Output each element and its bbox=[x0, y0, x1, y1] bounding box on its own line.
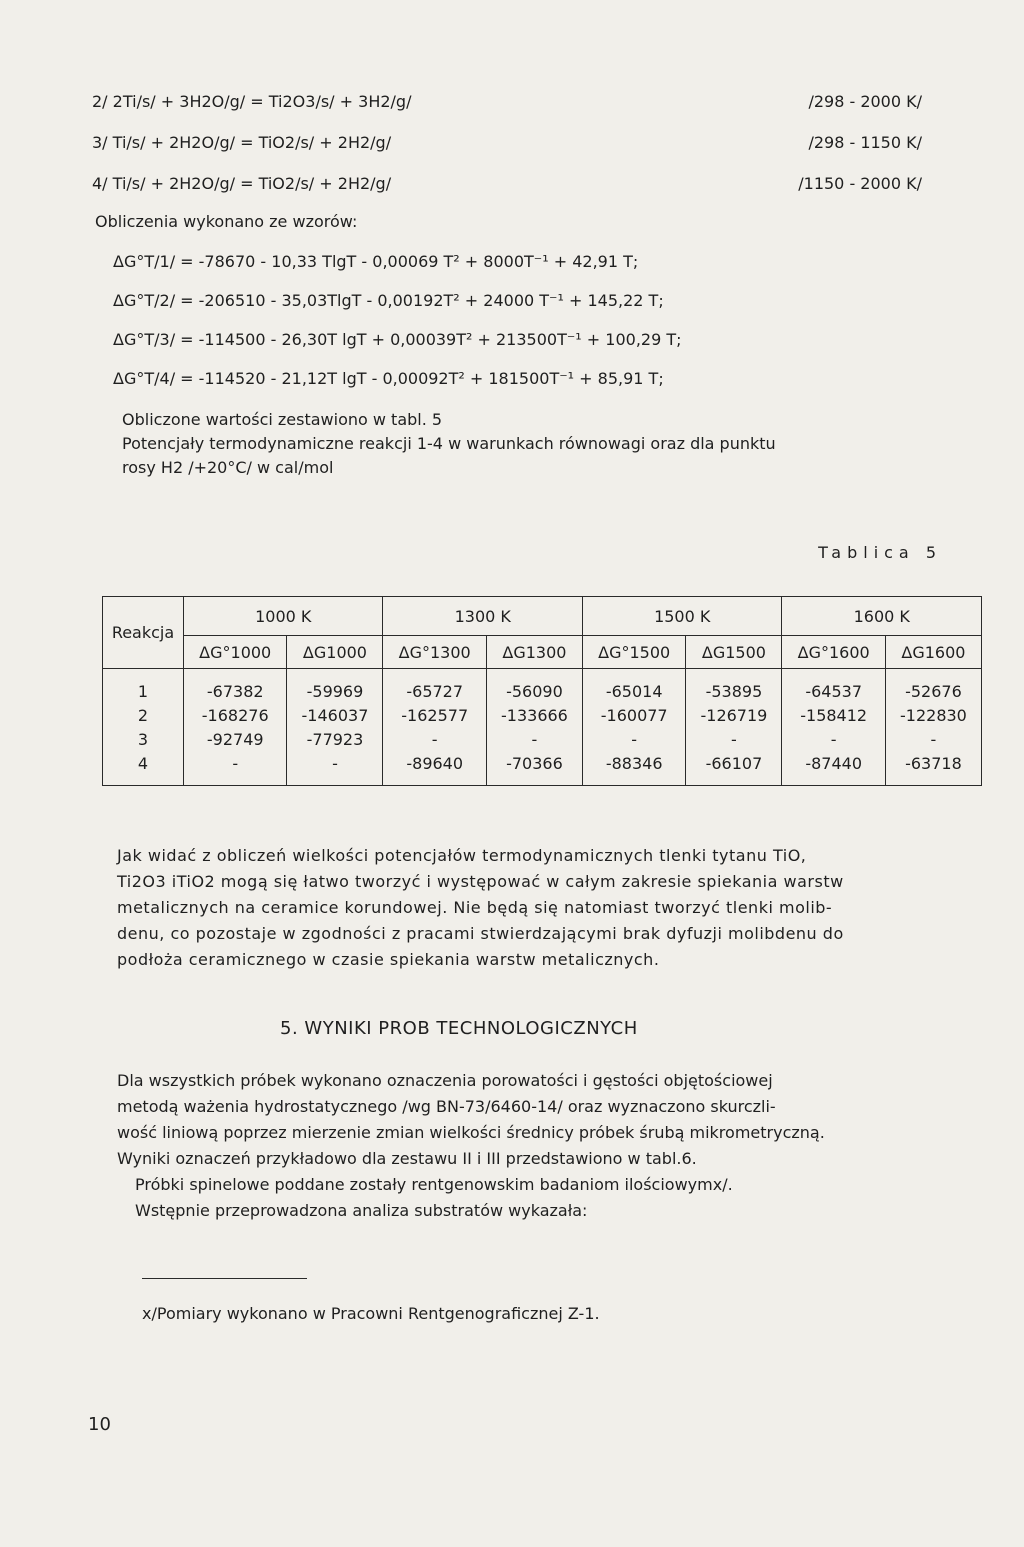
reaction-number: 3 bbox=[103, 727, 184, 751]
table-row bbox=[103, 751, 982, 786]
footnote: x/Pomiary wykonano w Pracowni Rentgenograficznej Z-1. bbox=[142, 1304, 600, 1323]
table-subheader-row bbox=[103, 636, 982, 669]
formula-line: ΔG°T/2/ = -206510 - 35,03TlgT - 0,00192T² + 24000 T⁻¹ + 145,22 T; bbox=[113, 291, 664, 310]
formula-line: ΔG°T/1/ = -78670 - 10,33 TlgT - 0,00069 T² + 8000T⁻¹ + 42,91 T; bbox=[113, 252, 639, 271]
table-header-row bbox=[103, 597, 982, 636]
table-cell: - bbox=[383, 727, 486, 751]
column-subheader: ΔG°1000 bbox=[184, 636, 287, 669]
table-row bbox=[103, 727, 982, 751]
table-cell: -122830 bbox=[885, 703, 981, 727]
table-cell: -65727 bbox=[383, 669, 486, 704]
reaction-equation: 4/ Ti/s/ + 2H2O/g/ = TiO2/s/ + 2H2/g/ bbox=[92, 174, 392, 193]
table-cell: -133666 bbox=[486, 703, 582, 727]
column-subheader: ΔG1500 bbox=[686, 636, 782, 669]
table-cell: -65014 bbox=[582, 669, 685, 704]
column-subheader: ΔG°1500 bbox=[582, 636, 685, 669]
text-line: Wstępnie przeprowadzona analiza substratów wykazała: bbox=[135, 1201, 588, 1220]
column-subheader: ΔG1600 bbox=[885, 636, 981, 669]
table-caption: Potencjały termodynamiczne reakcji 1-4 w warunkach równowagi oraz dla punktu bbox=[122, 434, 776, 453]
text-line: Wyniki oznaczeń przykładowo dla zestawu II i III przedstawiono w tabl.6. bbox=[117, 1149, 697, 1168]
reaction-list bbox=[92, 92, 922, 215]
text-line: Dla wszystkich próbek wykonano oznaczenia porowatości i gęstości objętościowej bbox=[117, 1071, 773, 1090]
reaction-range: /1150 - 2000 K/ bbox=[798, 174, 922, 193]
text-line: podłoża ceramicznego w czasie spiekania warstw metalicznych. bbox=[117, 950, 660, 969]
footnote-divider bbox=[142, 1278, 307, 1279]
page-number: 10 bbox=[88, 1414, 111, 1435]
text-line: wość liniową poprzez mierzenie zmian wielkości średnicy próbek śrubą mikrometryczną. bbox=[117, 1123, 825, 1142]
table-cell: -87440 bbox=[782, 751, 885, 786]
table-cell: -64537 bbox=[782, 669, 885, 704]
table-cell: - bbox=[486, 727, 582, 751]
column-subheader: ΔG°1300 bbox=[383, 636, 486, 669]
reaction-range: /298 - 2000 K/ bbox=[808, 92, 922, 111]
column-subheader: ΔG1000 bbox=[287, 636, 383, 669]
table-cell: -52676 bbox=[885, 669, 981, 704]
temperature-header: 1000 K bbox=[184, 597, 383, 636]
table-cell: -77923 bbox=[287, 727, 383, 751]
table-cell: -89640 bbox=[383, 751, 486, 786]
table-row bbox=[103, 703, 982, 727]
text-line: Próbki spinelowe poddane zostały rentgenowskim badaniom ilościowymx/. bbox=[135, 1175, 733, 1194]
temperature-header: 1600 K bbox=[782, 597, 982, 636]
text-line: metodą ważenia hydrostatycznego /wg BN-73/6460-14/ oraz wyznaczono skurczli- bbox=[117, 1097, 776, 1116]
table-cell: -146037 bbox=[287, 703, 383, 727]
text-line: Ti2O3 iTiO2 mogą się łatwo tworzyć i występować w całym zakresie spiekania warstw bbox=[117, 872, 844, 891]
reaction-number: 4 bbox=[103, 751, 184, 786]
reaction-row bbox=[92, 174, 922, 215]
reaction-row bbox=[92, 133, 922, 174]
reaction-number: 1 bbox=[103, 669, 184, 704]
table-cell: -67382 bbox=[184, 669, 287, 704]
temperature-header: 1500 K bbox=[582, 597, 781, 636]
temperature-header: 1300 K bbox=[383, 597, 582, 636]
reaction-equation: 3/ Ti/s/ + 2H2O/g/ = TiO2/s/ + 2H2/g/ bbox=[92, 133, 392, 152]
text-line: denu, co pozostaje w zgodności z pracami stwierdzającymi brak dyfuzji molibdenu do bbox=[117, 924, 844, 943]
table-row bbox=[103, 669, 982, 704]
reaction-equation: 2/ 2Ti/s/ + 3H2O/g/ = Ti2O3/s/ + 3H2/g/ bbox=[92, 92, 412, 111]
table-cell: -168276 bbox=[184, 703, 287, 727]
reaction-column-header: Reakcja bbox=[103, 597, 184, 669]
column-subheader: ΔG°1600 bbox=[782, 636, 885, 669]
table-cell: -88346 bbox=[582, 751, 685, 786]
table-cell: -53895 bbox=[686, 669, 782, 704]
table-cell: -158412 bbox=[782, 703, 885, 727]
table-cell: -66107 bbox=[686, 751, 782, 786]
formula-line: ΔG°T/4/ = -114520 - 21,12T lgT - 0,00092T² + 181500T⁻¹ + 85,91 T; bbox=[113, 369, 664, 388]
results-paragraph bbox=[117, 1068, 977, 1224]
reaction-number: 2 bbox=[103, 703, 184, 727]
table-cell: -160077 bbox=[582, 703, 685, 727]
table-intro bbox=[122, 408, 932, 480]
table-caption-continuation: rosy H2 /+20°C/ w cal/mol bbox=[122, 458, 334, 477]
section-heading: 5. WYNIKI PROB TECHNOLOGICZNYCH bbox=[280, 1018, 638, 1039]
formula-line: ΔG°T/3/ = -114500 - 26,30T lgT + 0,00039T² + 213500T⁻¹ + 100,29 T; bbox=[113, 330, 682, 349]
table-cell: - bbox=[287, 751, 383, 786]
table-cell: -70366 bbox=[486, 751, 582, 786]
text-line: Jak widać z obliczeń wielkości potencjałów termodynamicznych tlenki tytanu TiO, bbox=[117, 846, 807, 865]
formulas-intro: Obliczenia wykonano ze wzorów: bbox=[95, 212, 358, 231]
discussion-paragraph bbox=[117, 843, 959, 973]
table-cell: -126719 bbox=[686, 703, 782, 727]
table-label: Tablica 5 bbox=[818, 543, 942, 562]
column-subheader: ΔG1300 bbox=[486, 636, 582, 669]
table-cell: -63718 bbox=[885, 751, 981, 786]
table-cell: -92749 bbox=[184, 727, 287, 751]
table-cell: - bbox=[885, 727, 981, 751]
summary-line: Obliczone wartości zestawiono w tabl. 5 bbox=[122, 410, 443, 429]
table-cell: - bbox=[782, 727, 885, 751]
table-cell: - bbox=[582, 727, 685, 751]
formula-list bbox=[113, 252, 873, 408]
table-cell: -56090 bbox=[486, 669, 582, 704]
text-line: metalicznych na ceramice korundowej. Nie będą się natomiast tworzyć tlenki molib- bbox=[117, 898, 833, 917]
table-cell: - bbox=[686, 727, 782, 751]
reaction-range: /298 - 1150 K/ bbox=[808, 133, 922, 152]
table-cell: - bbox=[184, 751, 287, 786]
table-cell: -59969 bbox=[287, 669, 383, 704]
reaction-row bbox=[92, 92, 922, 133]
table-cell: -162577 bbox=[383, 703, 486, 727]
potentials-table bbox=[102, 596, 982, 786]
